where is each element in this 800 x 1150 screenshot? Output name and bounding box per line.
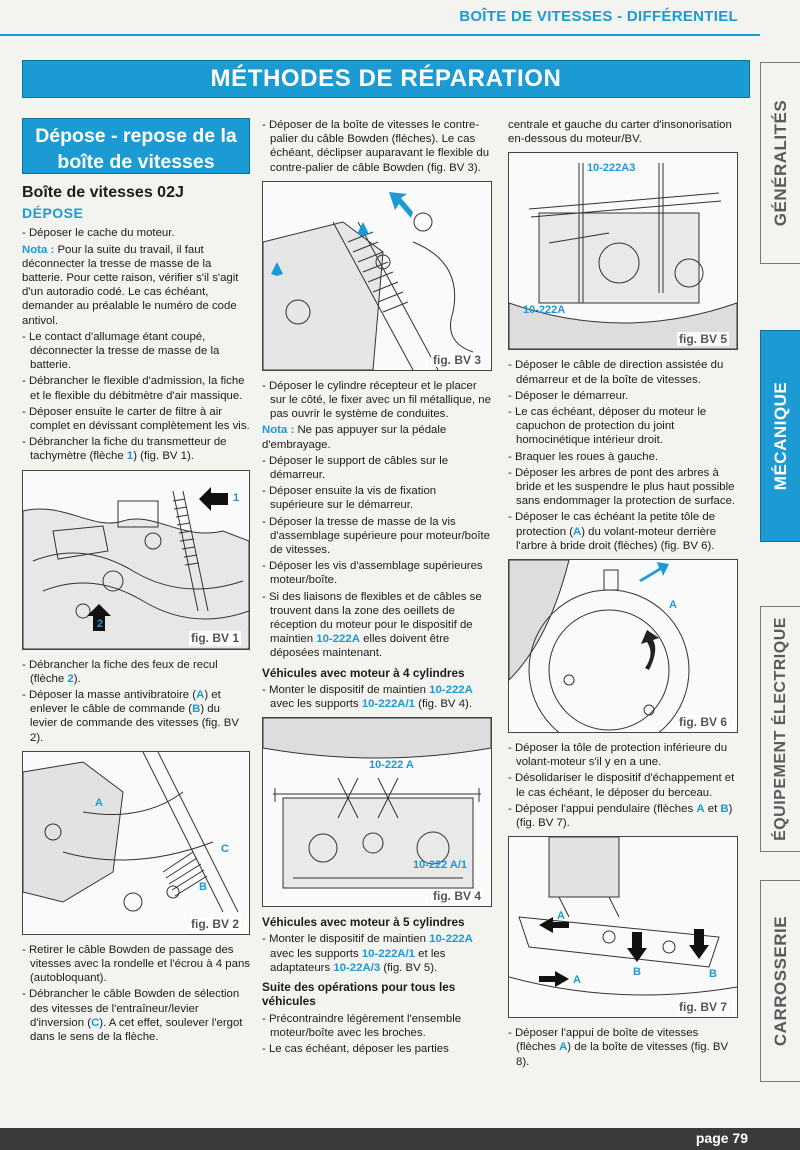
ref: 10-22A/3 bbox=[333, 961, 381, 974]
ref: 10-222A bbox=[429, 933, 473, 946]
step bbox=[508, 802, 738, 830]
figure-caption: fig. BV 1 bbox=[190, 631, 239, 646]
nota-label: Nota : bbox=[262, 424, 295, 437]
banner-title: MÉTHODES DE RÉPARATION bbox=[210, 65, 562, 92]
column-1 bbox=[22, 118, 250, 1046]
label-a: A bbox=[557, 910, 565, 923]
text: avec les supports bbox=[270, 947, 362, 960]
ref: A bbox=[196, 689, 205, 702]
step: - Désolidariser le dispositif d'échappement et le cas échéant, le déposer du berceau. bbox=[508, 772, 735, 799]
text: elles doivent être déposées maintenant. bbox=[270, 633, 450, 660]
engine-bay-illustration bbox=[263, 718, 491, 906]
text: avec les supports bbox=[270, 698, 362, 711]
figure-bv2 bbox=[22, 751, 250, 935]
ref: A bbox=[559, 1041, 568, 1054]
ref: A bbox=[696, 802, 705, 815]
step bbox=[22, 435, 250, 463]
ref: C bbox=[91, 1016, 100, 1029]
step: - Le contact d'allumage étant coupé, déconnecter la tresse de masse de la batterie. bbox=[22, 330, 220, 372]
text: et bbox=[704, 802, 721, 815]
step bbox=[262, 932, 492, 975]
side-tab-label: ÉQUIPEMENT ÉLECTRIQUE bbox=[772, 617, 789, 841]
step bbox=[22, 987, 250, 1044]
figure-bv1 bbox=[22, 470, 250, 650]
nota bbox=[22, 243, 250, 328]
label-c: C bbox=[221, 842, 229, 855]
step: - Braquer les roues à gauche. bbox=[508, 450, 659, 463]
ref: 10-222A bbox=[316, 633, 360, 646]
step: - Le cas échéant, déposer du moteur le capuchon de protection du joint homocinétique intérieur droit. bbox=[508, 406, 707, 447]
text: - Si des liaisons de flexibles et de câbles se trouvent dans la zone des oeillets de réception du moteur pour le dispositif de maintien bbox=[262, 590, 482, 646]
figure-bv5 bbox=[508, 152, 738, 350]
subheading: Véhicules avec moteur à 5 cylindres bbox=[262, 915, 465, 930]
nota-text: Pour la suite du travail, il faut déconnecter la tresse de masse de la batterie. Pour cette raison, vérifier s'il s'agit d'un autoradio codé. Le cas échéant, demander au préalable le numéro de code antivol. bbox=[22, 243, 239, 327]
footer-bar bbox=[0, 1128, 800, 1150]
step: - Déposer les vis d'assemblage supérieures moteur/boîte. bbox=[262, 560, 483, 587]
tool-label: 10-222A bbox=[523, 304, 566, 317]
subheading: Véhicules avec moteur à 4 cylindres bbox=[262, 665, 465, 680]
label-b: B bbox=[709, 968, 717, 981]
text: ). A cet effet, soulever l'ergot dans le sens de la flèche. bbox=[30, 1016, 243, 1044]
text: ) du volant-moteur derrière l'arbre à bride droit (flèches) (fig. BV 6). bbox=[516, 525, 717, 552]
figure-bv6 bbox=[508, 559, 738, 733]
arrow-label-2: 2 bbox=[97, 617, 104, 630]
step: - Déposer ensuite la vis de fixation supérieure sur le démarreur. bbox=[262, 485, 437, 512]
side-tab-label: CARROSSERIE bbox=[771, 915, 790, 1047]
ref: 1 bbox=[126, 450, 134, 463]
step: - Déposer ensuite le carter de filtre à air complet en dévissant complètement les vis. bbox=[22, 405, 250, 433]
pendulum-support-illustration bbox=[509, 837, 737, 1017]
text: ) de la boîte de vitesses (fig. BV 8). bbox=[516, 1041, 729, 1068]
text: et les adaptateurs bbox=[270, 947, 446, 974]
section-title: Dépose - repose de la boîte de vitesses bbox=[22, 118, 250, 174]
running-header-bar bbox=[0, 0, 760, 36]
text: - Débrancher la fiche du transmetteur de tachymètre (flèche bbox=[22, 436, 227, 463]
ref: 10-222A/1 bbox=[361, 947, 416, 960]
ref: B bbox=[192, 703, 201, 716]
depose-heading: DÉPOSE bbox=[22, 205, 84, 222]
flywheel-illustration bbox=[509, 560, 737, 732]
subheading: Suite des opérations pour tous les véhicules bbox=[262, 980, 456, 1009]
label-b: B bbox=[199, 880, 207, 893]
step: - Déposer le câble de direction assistée du démarreur et de la boîte de vitesses. bbox=[508, 359, 724, 386]
figure-caption: fig. BV 2 bbox=[190, 916, 239, 931]
step bbox=[262, 683, 492, 711]
step: - Débrancher le flexible d'admission, la fiche et le flexible du débitmètre d'air massique. bbox=[22, 375, 245, 402]
nota-text: Ne pas appuyer sur la pédale d'embrayage. bbox=[262, 424, 447, 451]
text: ) du levier de commande des vitesses (fig. BV 2). bbox=[30, 703, 239, 744]
text: - Débrancher la fiche des feux de recul (flèche bbox=[22, 658, 218, 685]
tool-label: 10-222A3 bbox=[587, 162, 636, 175]
step: - Précontraindre légèrement l'ensemble moteur/boîte avec les broches. bbox=[262, 1012, 462, 1039]
text: (fig. BV 5). bbox=[380, 961, 438, 974]
section-banner bbox=[22, 60, 750, 98]
step: - Déposer le cache du moteur. bbox=[22, 227, 175, 240]
step bbox=[262, 590, 492, 661]
step: - Déposer le cylindre récepteur et le placer sur le côté, le fixer avec un fil métallique, ne pas ouvrir le système de conduites. bbox=[262, 379, 491, 421]
ref: 10-222A/1 bbox=[361, 698, 416, 711]
step: - Déposer de la boîte de vitesses le contre-palier du câble Bowden (flèches). Le cas échéant, déclipser auparavant le flexible du contre-palier de câble Bowden (fig. BV 3). bbox=[262, 119, 490, 174]
step: - Déposer le support de câbles sur le démarreur. bbox=[262, 454, 449, 482]
figure-caption: fig. BV 7 bbox=[678, 1000, 727, 1015]
label-b: B bbox=[633, 966, 641, 979]
nota bbox=[262, 423, 492, 451]
figure-bv3 bbox=[262, 181, 492, 371]
side-tab-equipement-electrique[interactable] bbox=[760, 606, 800, 852]
arrow-label-1: 1 bbox=[233, 491, 240, 504]
text: - Monter le dispositif de maintien bbox=[262, 683, 430, 696]
nota-label: Nota : bbox=[22, 243, 55, 256]
column-2 bbox=[262, 118, 492, 1058]
label-a: A bbox=[669, 599, 677, 612]
text: ). bbox=[73, 672, 81, 685]
side-tab-label: MÉCANIQUE bbox=[771, 381, 790, 491]
text: (fig. BV 4). bbox=[415, 698, 472, 711]
step bbox=[508, 510, 738, 553]
step: - Retirer le câble Bowden de passage des vitesses avec la rondelle et l'écrou à 4 pans (autobloquant). bbox=[22, 943, 250, 985]
text: - Déposer le cas échéant la petite tôle de protection ( bbox=[508, 511, 716, 538]
column-3 bbox=[508, 118, 738, 1071]
figure-caption: fig. BV 4 bbox=[432, 889, 481, 904]
ref: B bbox=[720, 802, 729, 815]
running-header: BOÎTE DE VITESSES - DIFFÉRENTIEL bbox=[459, 8, 738, 25]
label-a: A bbox=[95, 796, 103, 809]
text: - Déposer l'appui de boîte de vitesses (flèches bbox=[508, 1027, 699, 1054]
bowden-cable-illustration bbox=[263, 182, 491, 370]
text: - Déposer la masse antivibratoire ( bbox=[22, 689, 197, 702]
subsection-title: Boîte de vitesses 02J bbox=[22, 184, 184, 201]
figure-bv4 bbox=[262, 717, 492, 907]
figure-caption: fig. BV 6 bbox=[678, 714, 727, 729]
figure-caption: fig. BV 5 bbox=[678, 332, 727, 347]
side-tab-label: GÉNÉRALITÉS bbox=[771, 99, 790, 227]
text: - Débrancher le câble Bowden de sélection des vitesses de l'entraîneur/levier d'inversion ( bbox=[22, 988, 240, 1029]
text: ) (fig. BV 7). bbox=[516, 802, 733, 830]
tool-label: 10-222 A bbox=[369, 759, 414, 772]
step: - Déposer le démarreur. bbox=[508, 389, 629, 402]
text: - Déposer l'appui pendulaire (flèches bbox=[508, 802, 697, 815]
ref: 10-222A bbox=[429, 683, 473, 696]
text: - Monter le dispositif de maintien bbox=[262, 933, 430, 946]
text: ) et enlever le câble de commande ( bbox=[30, 689, 221, 716]
label-a: A bbox=[573, 974, 581, 987]
step: - Le cas échéant, déposer les parties bbox=[262, 1042, 449, 1055]
step bbox=[508, 1026, 738, 1069]
figure-caption: fig. BV 3 bbox=[432, 352, 481, 367]
holding-device-illustration bbox=[509, 153, 737, 349]
step: - Déposer les arbres de pont des arbres à bride et les suspendre le plus haut possible sans endommager la protection de surface. bbox=[508, 466, 736, 508]
cable-illustration bbox=[23, 752, 249, 934]
text: ) (fig. BV 1). bbox=[133, 450, 194, 463]
ref: 2 bbox=[67, 672, 74, 685]
step bbox=[22, 658, 250, 686]
figure-bv7 bbox=[508, 836, 738, 1018]
side-tab-carrosserie[interactable] bbox=[760, 880, 800, 1082]
tool-label: 10-222 A/1 bbox=[413, 859, 468, 872]
step: - Déposer la tresse de masse de la vis d'assemblage supérieure pour moteur/boîte de vitesses. bbox=[262, 515, 490, 557]
gearbox-illustration bbox=[23, 471, 249, 649]
step bbox=[22, 688, 250, 745]
side-tab-generalites[interactable] bbox=[760, 62, 800, 264]
side-tab-mecanique[interactable] bbox=[760, 330, 800, 542]
step: - Déposer la tôle de protection inférieure du volant-moteur s'il y en a une. bbox=[508, 742, 728, 769]
page-number: page 79 bbox=[695, 1130, 748, 1146]
ref: A bbox=[572, 525, 582, 538]
continued-text: centrale et gauche du carter d'insonorisation en-dessous du moteur/BV. bbox=[508, 119, 732, 146]
